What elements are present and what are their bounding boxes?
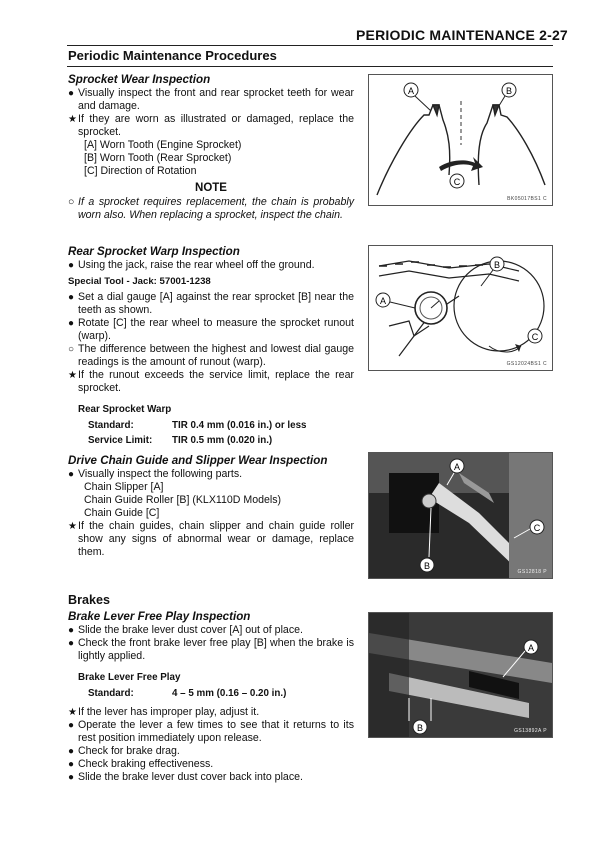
star-item: ★ If the chain guides, chain slipper and chain guide roller show any signs of abnormal wear or damage, replace them. xyxy=(68,520,354,558)
dial-gauge-drawing xyxy=(369,246,552,370)
photo-brake-lever xyxy=(368,612,553,738)
sprocket-teeth-drawing xyxy=(369,75,552,205)
page-header: PERIODIC MAINTENANCE 2-27 xyxy=(356,27,568,43)
part-item: Chain Guide Roller [B] (KLX110D Models) xyxy=(84,494,282,506)
bullet-item: ● Operate the lever a few times to see that it returns to its rest position immediately upon release. xyxy=(68,719,354,744)
section-brakes xyxy=(68,594,354,784)
section-title: Drive Chain Guide and Slipper Wear Inspection xyxy=(68,454,328,467)
bullet-item: ● Slide the brake lever dust cover back into place. xyxy=(68,771,303,783)
section-sprocket-wear xyxy=(68,73,354,222)
section-title: Sprocket Wear Inspection xyxy=(68,73,211,86)
section-chain-guide xyxy=(68,454,354,559)
bullet-item: ● Slide the brake lever dust cover [A] out of place. xyxy=(68,624,303,636)
svg-text:B: B xyxy=(416,723,424,733)
section-title: Rear Sprocket Warp Inspection xyxy=(68,245,240,258)
bullet-item: ● Visually inspect the front and rear sprocket teeth for wear and damage. xyxy=(68,87,354,112)
chapter-title: Periodic Maintenance Procedures xyxy=(68,48,277,63)
svg-text:A: A xyxy=(527,643,535,653)
figure-code: GS13892A P xyxy=(514,728,547,734)
figure-code: BK05017BS1 C xyxy=(507,196,547,202)
svg-text:C: C xyxy=(531,332,539,342)
section-title: Brakes xyxy=(68,593,111,607)
header-rule xyxy=(67,45,553,46)
bullet-item: ● Check braking effectiveness. xyxy=(68,758,214,770)
svg-text:A: A xyxy=(453,462,461,472)
note-title: NOTE xyxy=(195,182,227,194)
star-item: ★ If they are worn as illustrated or damaged, replace the sprocket. xyxy=(68,113,354,138)
spec-title: Brake Lever Free Play xyxy=(78,672,181,683)
chain-guide-photo xyxy=(369,453,552,578)
spec-title: Rear Sprocket Warp xyxy=(78,404,172,415)
note-text: ○ If a sprocket requires replacement, the chain is probably worn also. When replacing a sprocket, inspect the chain. xyxy=(68,196,354,221)
svg-text:B: B xyxy=(505,86,513,96)
subsection-title: Brake Lever Free Play Inspection xyxy=(68,610,251,623)
figure-sprocket-teeth xyxy=(368,74,553,206)
special-tool: Special Tool - Jack: 57001-1238 xyxy=(68,276,211,287)
bullet-item: ● Using the jack, raise the rear wheel off the ground. xyxy=(68,259,315,271)
bullet-item: ● Rotate [C] the rear wheel to measure the sprocket runout (warp). xyxy=(68,317,354,342)
spec-row-standard: Standard: 4 – 5 mm (0.16 – 0.20 in.) xyxy=(88,688,287,699)
figure-code: GS12818 P xyxy=(517,569,547,575)
svg-text:C: C xyxy=(453,177,461,187)
bullet-item: ● Visually inspect the following parts. xyxy=(68,468,243,480)
svg-text:A: A xyxy=(407,86,415,96)
legend-b: [B] Worn Tooth (Rear Sprocket) xyxy=(84,152,232,164)
bullet-item: ● Set a dial gauge [A] against the rear sprocket [B] near the teeth as shown. xyxy=(68,291,354,316)
star-item: ★ If the runout exceeds the service limit, replace the rear sprocket. xyxy=(68,369,354,394)
section-rear-warp xyxy=(68,245,354,449)
bullet-item: ● Check the front brake lever free play [B] when the brake is lightly applied. xyxy=(68,637,354,662)
spec-row-standard: Standard: TIR 0.4 mm (0.016 in.) or less xyxy=(88,420,307,431)
bullet-item: ● Check for brake drag. xyxy=(68,745,180,757)
part-item: Chain Slipper [A] xyxy=(84,481,164,493)
star-item: ★ If the lever has improper play, adjust it. xyxy=(68,706,260,718)
svg-text:B: B xyxy=(493,260,501,270)
figure-code: GS12024BS1 C xyxy=(506,361,547,367)
svg-text:A: A xyxy=(379,296,387,306)
spec-row-limit: Service Limit: TIR 0.5 mm (0.020 in.) xyxy=(88,435,273,446)
svg-text:B: B xyxy=(423,561,431,571)
part-item: Chain Guide [C] xyxy=(84,507,160,519)
circle-item: ○ The difference between the highest and lowest dial gauge readings is the amount of runout (warp). xyxy=(68,343,354,368)
legend-c: [C] Direction of Rotation xyxy=(84,165,197,177)
legend-a: [A] Worn Tooth (Engine Sprocket) xyxy=(84,139,242,151)
brake-lever-photo xyxy=(369,613,552,737)
chapter-rule xyxy=(67,66,553,67)
rotation-arrow-icon xyxy=(439,157,483,171)
photo-chain-guide xyxy=(368,452,553,579)
figure-dial-gauge xyxy=(368,245,553,371)
svg-text:C: C xyxy=(533,523,541,533)
